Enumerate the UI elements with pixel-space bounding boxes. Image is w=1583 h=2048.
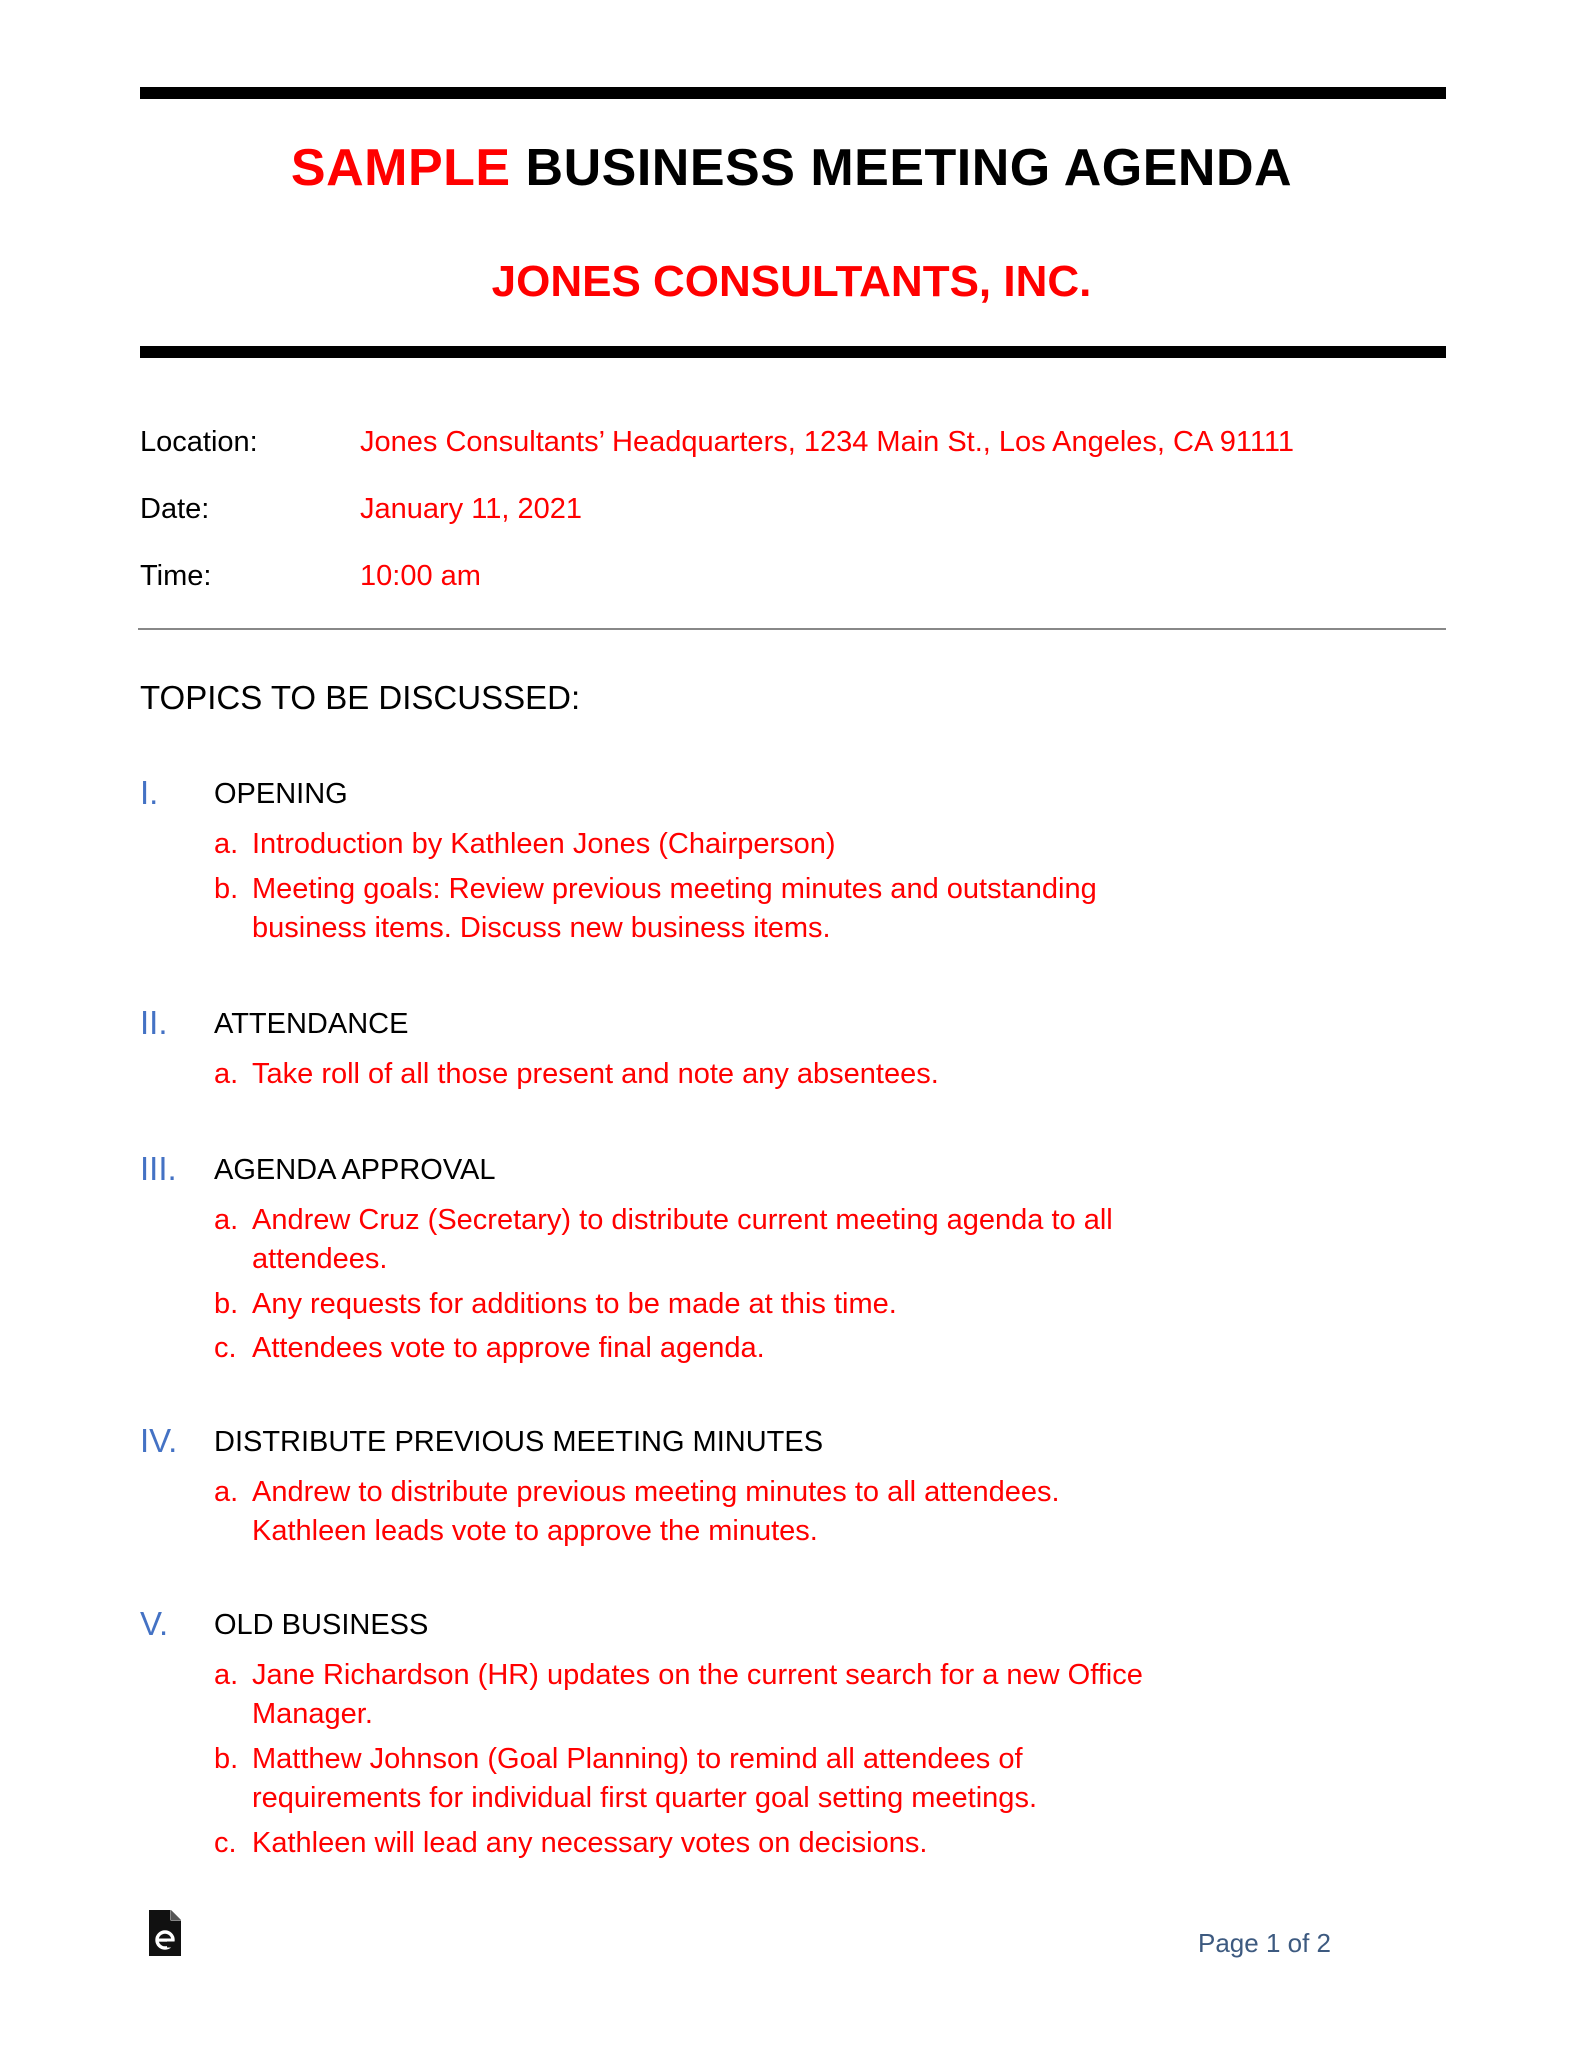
topics-heading: TOPICS TO BE DISCUSSED: — [140, 679, 581, 716]
time-value: 10:00 am — [360, 560, 481, 592]
top-divider — [140, 87, 1446, 99]
list-item — [214, 1201, 1214, 1279]
item-letter: a. — [214, 1204, 239, 1236]
item-letter: a. — [214, 1659, 239, 1691]
list-item — [214, 1656, 1214, 1734]
title-rest: BUSINESS MEETING AGENDA — [510, 139, 1293, 197]
list-item — [214, 870, 1214, 948]
document-e-logo-icon — [147, 1908, 183, 1958]
list-item — [214, 1285, 1214, 1324]
section-numeral: I. — [140, 774, 159, 811]
list-item — [214, 1329, 1214, 1368]
title-accent: SAMPLE — [290, 139, 511, 197]
section-numeral: V. — [140, 1605, 169, 1642]
list-item — [214, 1824, 1214, 1863]
date-value: January 11, 2021 — [360, 493, 582, 525]
item-letter: b. — [214, 873, 239, 905]
document-title — [0, 132, 1583, 204]
company-name: JONES CONSULTANTS, INC. — [491, 257, 1092, 306]
section-title: OPENING — [214, 778, 348, 810]
item-text: Andrew Cruz (Secretary) to distribute current meeting agenda to all attendees. — [252, 1204, 1113, 1275]
item-text: Kathleen will lead any necessary votes on decisions. — [252, 1827, 928, 1859]
list-item — [214, 1473, 1214, 1551]
item-text: Take roll of all those present and note any absentees. — [252, 1058, 939, 1090]
item-letter: b. — [214, 1288, 239, 1320]
time-label: Time: — [140, 560, 212, 592]
section-numeral: III. — [140, 1150, 177, 1187]
section-title: OLD BUSINESS — [214, 1609, 429, 1641]
section-title: AGENDA APPROVAL — [214, 1154, 496, 1186]
item-text: Matthew Johnson (Goal Planning) to remind all attendees of requirements for individual first quarter goal setting meetings. — [252, 1743, 1037, 1814]
item-text: Attendees vote to approve final agenda. — [252, 1332, 765, 1364]
section-numeral: IV. — [140, 1422, 178, 1459]
section-title: DISTRIBUTE PREVIOUS MEETING MINUTES — [214, 1426, 824, 1458]
item-text: Meeting goals: Review previous meeting minutes and outstanding business items. Discuss new business items. — [252, 873, 1097, 944]
item-letter: b. — [214, 1743, 239, 1775]
list-item — [214, 1055, 1214, 1094]
item-letter: a. — [214, 828, 239, 860]
location-value: Jones Consultants’ Headquarters, 1234 Main St., Los Angeles, CA 91111 — [360, 426, 1294, 458]
item-letter: a. — [214, 1476, 239, 1508]
item-letter: c. — [214, 1332, 237, 1364]
item-text: Introduction by Kathleen Jones (Chairperson) — [252, 828, 836, 860]
item-text: Andrew to distribute previous meeting minutes to all attendees. Kathleen leads vote to approve the minutes. — [252, 1476, 1060, 1547]
section-title: ATTENDANCE — [214, 1008, 409, 1040]
list-item — [214, 825, 1214, 864]
item-letter: a. — [214, 1058, 239, 1090]
list-item — [214, 1740, 1214, 1818]
section-numeral: II. — [140, 1004, 168, 1041]
item-letter: c. — [214, 1827, 237, 1859]
date-label: Date: — [140, 493, 210, 525]
location-label: Location: — [140, 426, 258, 458]
header-bottom-divider — [140, 346, 1446, 358]
item-text: Jane Richardson (HR) updates on the current search for a new Office Manager. — [252, 1659, 1143, 1730]
info-divider — [138, 628, 1446, 630]
item-text: Any requests for additions to be made at this time. — [252, 1288, 897, 1320]
page-number: Page 1 of 2 — [1198, 1928, 1331, 1958]
